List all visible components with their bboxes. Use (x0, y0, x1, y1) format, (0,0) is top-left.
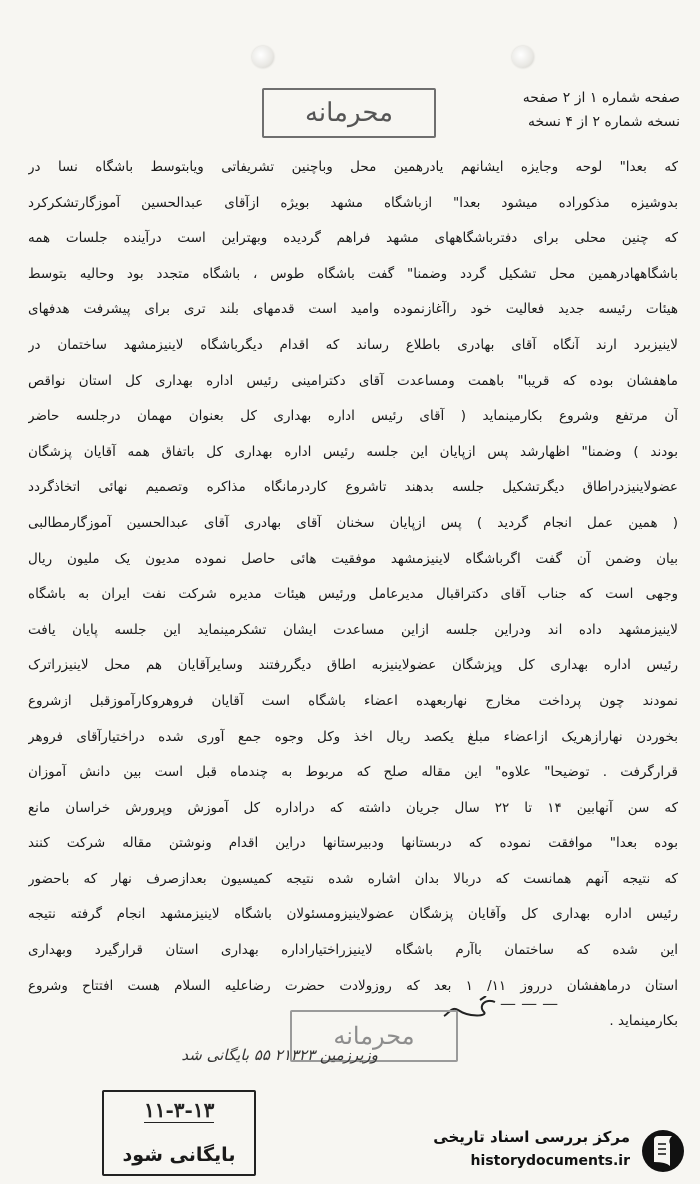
body-line: بودند ) وضمنا" اظهارشد پس ازپایان این جلسه رئیس اداره بهداری کل باتفاق همه آقایان پزشگان (28, 443, 678, 460)
handwritten-archive-note: وزیرزمین ۲۱۳۲۳ ۵۵ بایگانی شد (181, 1046, 378, 1064)
body-line: که بعدا" لوحه وجایزه ایشانهم یادرهمین محل وباچنین تشریفاتی ویابتوسط باشگاه نسا در (28, 159, 678, 175)
document-scroll-icon (640, 1126, 686, 1176)
body-line: آن مرتفع وشروع بکارمینماید ( آقای رئیس اداره بهداری کل بعنوان مهمان درجلسه حاضر (28, 408, 678, 425)
body-line: استان درماهفشان درروز ۱۱/ ۱ بعد که روزولادت حضرت رضاعلیه السلام هست افتتاح وشروع (28, 977, 678, 994)
file-number: ۱۱-۳-۱۳ (144, 1098, 215, 1122)
body-line: که نتیجه آنهم همانست که دربالا بدان اشاره شده نتیجه کمیسیون بعدازصرف نهار که باحضور (28, 870, 678, 887)
page-number-block (440, 86, 680, 134)
body-line: رئیس اداره بهداری کل وآقایان پزشگان عضولاینیزومسئولان باشگاه لاینیزمشهد انجام گرفته نتیجه (28, 906, 678, 923)
body-line: قرارگرفت . توضیحا" علاوه" این مقاله صلح که مربوط به چندماه قبل است بین دانش آموزان (28, 764, 678, 781)
body-line: بخوردن نهارازهریک ازاعضاء مبلغ یکصد ریال اخذ وکل وجوه جمع آوری شده دراختیارآقای فروهر (28, 728, 678, 745)
signature-dashes: — — — (500, 994, 559, 1013)
site-logo (420, 1124, 690, 1180)
body-line: لاینیزبرد ارند آنگاه آقای بهادری باطلاع رساند که اقدام دیگرباشگاه لاینیزمشهد ساختمان در (28, 336, 678, 353)
punch-hole-right (512, 46, 534, 68)
body-line: که چنین محلی برای دفترباشگاههای مشهد فراهم گردیده وبهتراین است درآینده جلسات همه (28, 230, 678, 247)
body-line: بیان وضمن آن گفت اگرباشگاه لاینیزمشهد موفقیت هائی حاصل نموده مدیون یک ملیون ریال (28, 550, 678, 567)
body-line: وجهی است که جناب آقای دکتراقبال مدیرعامل ورئیس هیئات مدیره شرکت نفت ایران به باشگاه (28, 586, 678, 603)
archive-file-box (102, 1090, 256, 1176)
body-line: ( همین عمل انجام گردید ) پس ازپایان سخنان آقای بهادری آقای عبدالحسین آموزگارمطالبی (28, 514, 678, 531)
body-line: ماهفشان بوده که قریبا" باهمت ومساعدت آقای دکترامینی رئیس اداره بهداری کل استان نواقص (28, 372, 678, 389)
copy-number-line: نسخه شماره ۲ از ۴ نسخه (527, 114, 680, 130)
logo-url: historydocuments.ir (470, 1153, 630, 1169)
classification-stamp-top: محرمانه (262, 88, 436, 138)
body-line: بکارمینماید . (609, 1013, 678, 1030)
document-body (28, 150, 678, 1040)
body-line: هیئات رئیسه جدید فعالیت خود راآغازنموده وامید است قدمهای بلند تری برای پیشرفت هدفهای (28, 301, 678, 318)
body-line: بوده بعدا" موافقت نموده که دربستانها ودبیرستانها دراین اقدام ونوشتن مقاله شرکت کنند (28, 835, 678, 852)
logo-title: مرکز بررسی اسناد تاریخی (433, 1128, 630, 1146)
body-line: بدوشیزه مذکوراده میشود بعدا" ازباشگاه مشهد بویژه ازآقای عبدالحسین آموزگارتشکرکرد (28, 194, 678, 211)
file-label: بایگانی شود (122, 1144, 236, 1166)
body-line: این شده که ساختمان باآرم باشگاه لاینیزراختیاراداره بهداری استان قرارگیرد وبهداری (28, 942, 678, 959)
body-line: رئیس اداره بهداری کل وپزشگان عضولاینیزبه اطاق دیگررفتند وسایرآقایان هم محل لاینیزراترک (28, 657, 678, 674)
page-number-line: صفحه شماره ۱ از ۲ صفحه (522, 90, 680, 106)
punch-hole-left (252, 46, 274, 68)
body-line: که سن آنهابین ۱۴ تا ۲۲ سال جریان داشته که دراداره کل آموزش وپرورش خراسان مانع (28, 799, 678, 816)
body-line: لاینیزمشهد داده اند ودراین جلسه ازاین مساعدت ایشان تشکرمینماید این جلسه پایان یافت (28, 621, 678, 638)
body-line: نمودند چون پرداخت مخارج نهاربعهده اعضاء باشگاه است آقایان فروهروکارآموزقبل ازشروع (28, 692, 678, 709)
body-line: عضولاینیزدراطاق دیگرتشکیل جلسه بدهند تاشروع کاردرمانگاه مذاکره وتصمیم نهائی اتخاذگردد (28, 479, 678, 496)
body-line: باشگاههادرهمین محل تشکیل گردد وضمنا" گفت باشگاه طوس ، باشگاه متجدد بود وحالیه بتوسط (28, 265, 678, 282)
classification-stamp-bottom: محرمانه (290, 1010, 458, 1062)
